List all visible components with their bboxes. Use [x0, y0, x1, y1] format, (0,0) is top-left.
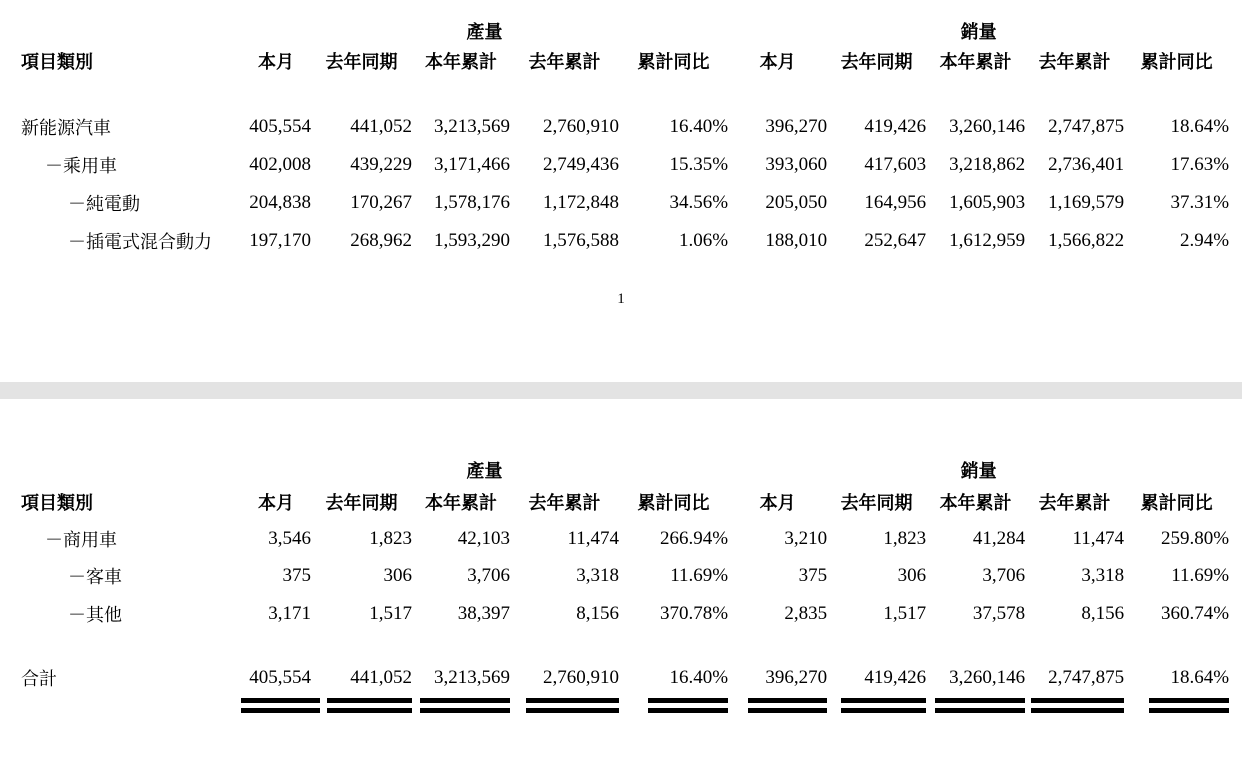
col-header-prod-yoy: 累計同比 [637, 52, 710, 72]
document-page-1 [0, 18, 1242, 382]
row-label: －插電式混合動力 [68, 232, 212, 252]
group-header-row [0, 457, 1242, 483]
production-sales-table-2 [0, 457, 1242, 719]
row-label: －其他 [68, 605, 122, 625]
sales-group-header: 銷量 [960, 22, 997, 42]
col-header-prod-yoy: 累計同比 [637, 493, 710, 513]
group-header-spacer [0, 457, 241, 483]
column-header-row [0, 483, 1242, 521]
double-underline [841, 698, 926, 713]
double-underline [526, 698, 619, 713]
col-header-sales-last-year-period: 去年同期 [840, 52, 913, 72]
row-label: －乘用車 [45, 156, 117, 176]
double-underline [648, 698, 728, 713]
category-column-header: 項目類別 [21, 493, 93, 513]
col-header-prod-month: 本月 [258, 52, 294, 72]
col-header-sales-yoy: 累計同比 [1140, 493, 1213, 513]
page-divider [0, 382, 1242, 399]
col-header-prod-ytd: 本年累計 [425, 52, 497, 72]
row-label: －客車 [68, 567, 122, 587]
spacer-row [0, 633, 1242, 659]
col-header-sales-yoy: 累計同比 [1140, 52, 1213, 72]
total-row-label: 合計 [21, 669, 57, 689]
col-header-prod-month: 本月 [258, 493, 294, 513]
col-header-sales-ytd: 本年累計 [939, 493, 1012, 513]
row-label: 新能源汽車 [21, 118, 111, 138]
table-row-total: 合計 405,554 441,052 3,213,569 2,760,910 16.40% 396,270 419,426 3,260,146 2,747,875 18.64% [0, 659, 1242, 697]
col-header-sales-last-ytd: 去年累計 [1038, 52, 1111, 72]
document-page-2 [0, 457, 1242, 781]
col-header-sales-month: 本月 [759, 52, 796, 72]
double-underline [1031, 698, 1124, 713]
group-header-spacer [0, 18, 241, 44]
category-column-header: 項目類別 [21, 52, 93, 72]
table-row-passenger: －乘用車 402,008 439,229 3,171,466 2,749,436 15.35% 393,060 417,603 3,218,862 2,736,401 17.63% [0, 146, 1242, 184]
double-underline [420, 698, 510, 713]
page-number: 1 [617, 291, 625, 307]
total-double-underline-row [0, 697, 1242, 719]
double-underline [935, 698, 1025, 713]
column-header-row [0, 44, 1242, 78]
sales-group-header: 銷量 [960, 461, 997, 481]
col-header-sales-last-ytd: 去年累計 [1038, 493, 1111, 513]
col-header-prod-last-year-period: 去年同期 [325, 52, 398, 72]
production-group-header: 產量 [466, 461, 503, 481]
row-label: －商用車 [45, 530, 117, 550]
table-row-nev: 新能源汽車 405,554 441,052 3,213,569 2,760,910 16.40% 396,270 419,426 3,260,146 2,747,875 18.64% [0, 108, 1242, 146]
spacer-row [0, 78, 1242, 108]
double-underline [241, 698, 320, 713]
col-header-sales-ytd: 本年累計 [939, 52, 1012, 72]
col-header-prod-last-year-period: 去年同期 [325, 493, 398, 513]
row-label: －純電動 [68, 194, 140, 214]
table-row-phev: －插電式混合動力 197,170 268,962 1,593,290 1,576,588 1.06% 188,010 252,647 1,612,959 1,566,822 2.94% [0, 222, 1242, 260]
group-header-row [0, 18, 1242, 44]
table-row-commercial: －商用車 3,546 1,823 42,103 11,474 266.94% 3,210 1,823 41,284 11,474 259.80% [0, 521, 1242, 557]
table-row-bus: －客車 375 306 3,706 3,318 11.69% 375 306 3,706 3,318 11.69% [0, 557, 1242, 595]
col-header-sales-last-year-period: 去年同期 [840, 493, 913, 513]
table-row-bev: －純電動 204,838 170,267 1,578,176 1,172,848 34.56% 205,050 164,956 1,605,903 1,169,579 37.31% [0, 184, 1242, 222]
col-header-prod-ytd: 本年累計 [425, 493, 497, 513]
double-underline [1149, 698, 1229, 713]
production-group-header: 產量 [466, 22, 503, 42]
table-row-other: －其他 3,171 1,517 38,397 8,156 370.78% 2,835 1,517 37,578 8,156 360.74% [0, 595, 1242, 633]
page-number-container [0, 290, 1242, 308]
production-sales-table-1 [0, 18, 1242, 260]
col-header-sales-month: 本月 [759, 493, 796, 513]
double-underline [327, 698, 412, 713]
col-header-prod-last-ytd: 去年累計 [528, 52, 601, 72]
double-underline [748, 698, 827, 713]
col-header-prod-last-ytd: 去年累計 [528, 493, 601, 513]
